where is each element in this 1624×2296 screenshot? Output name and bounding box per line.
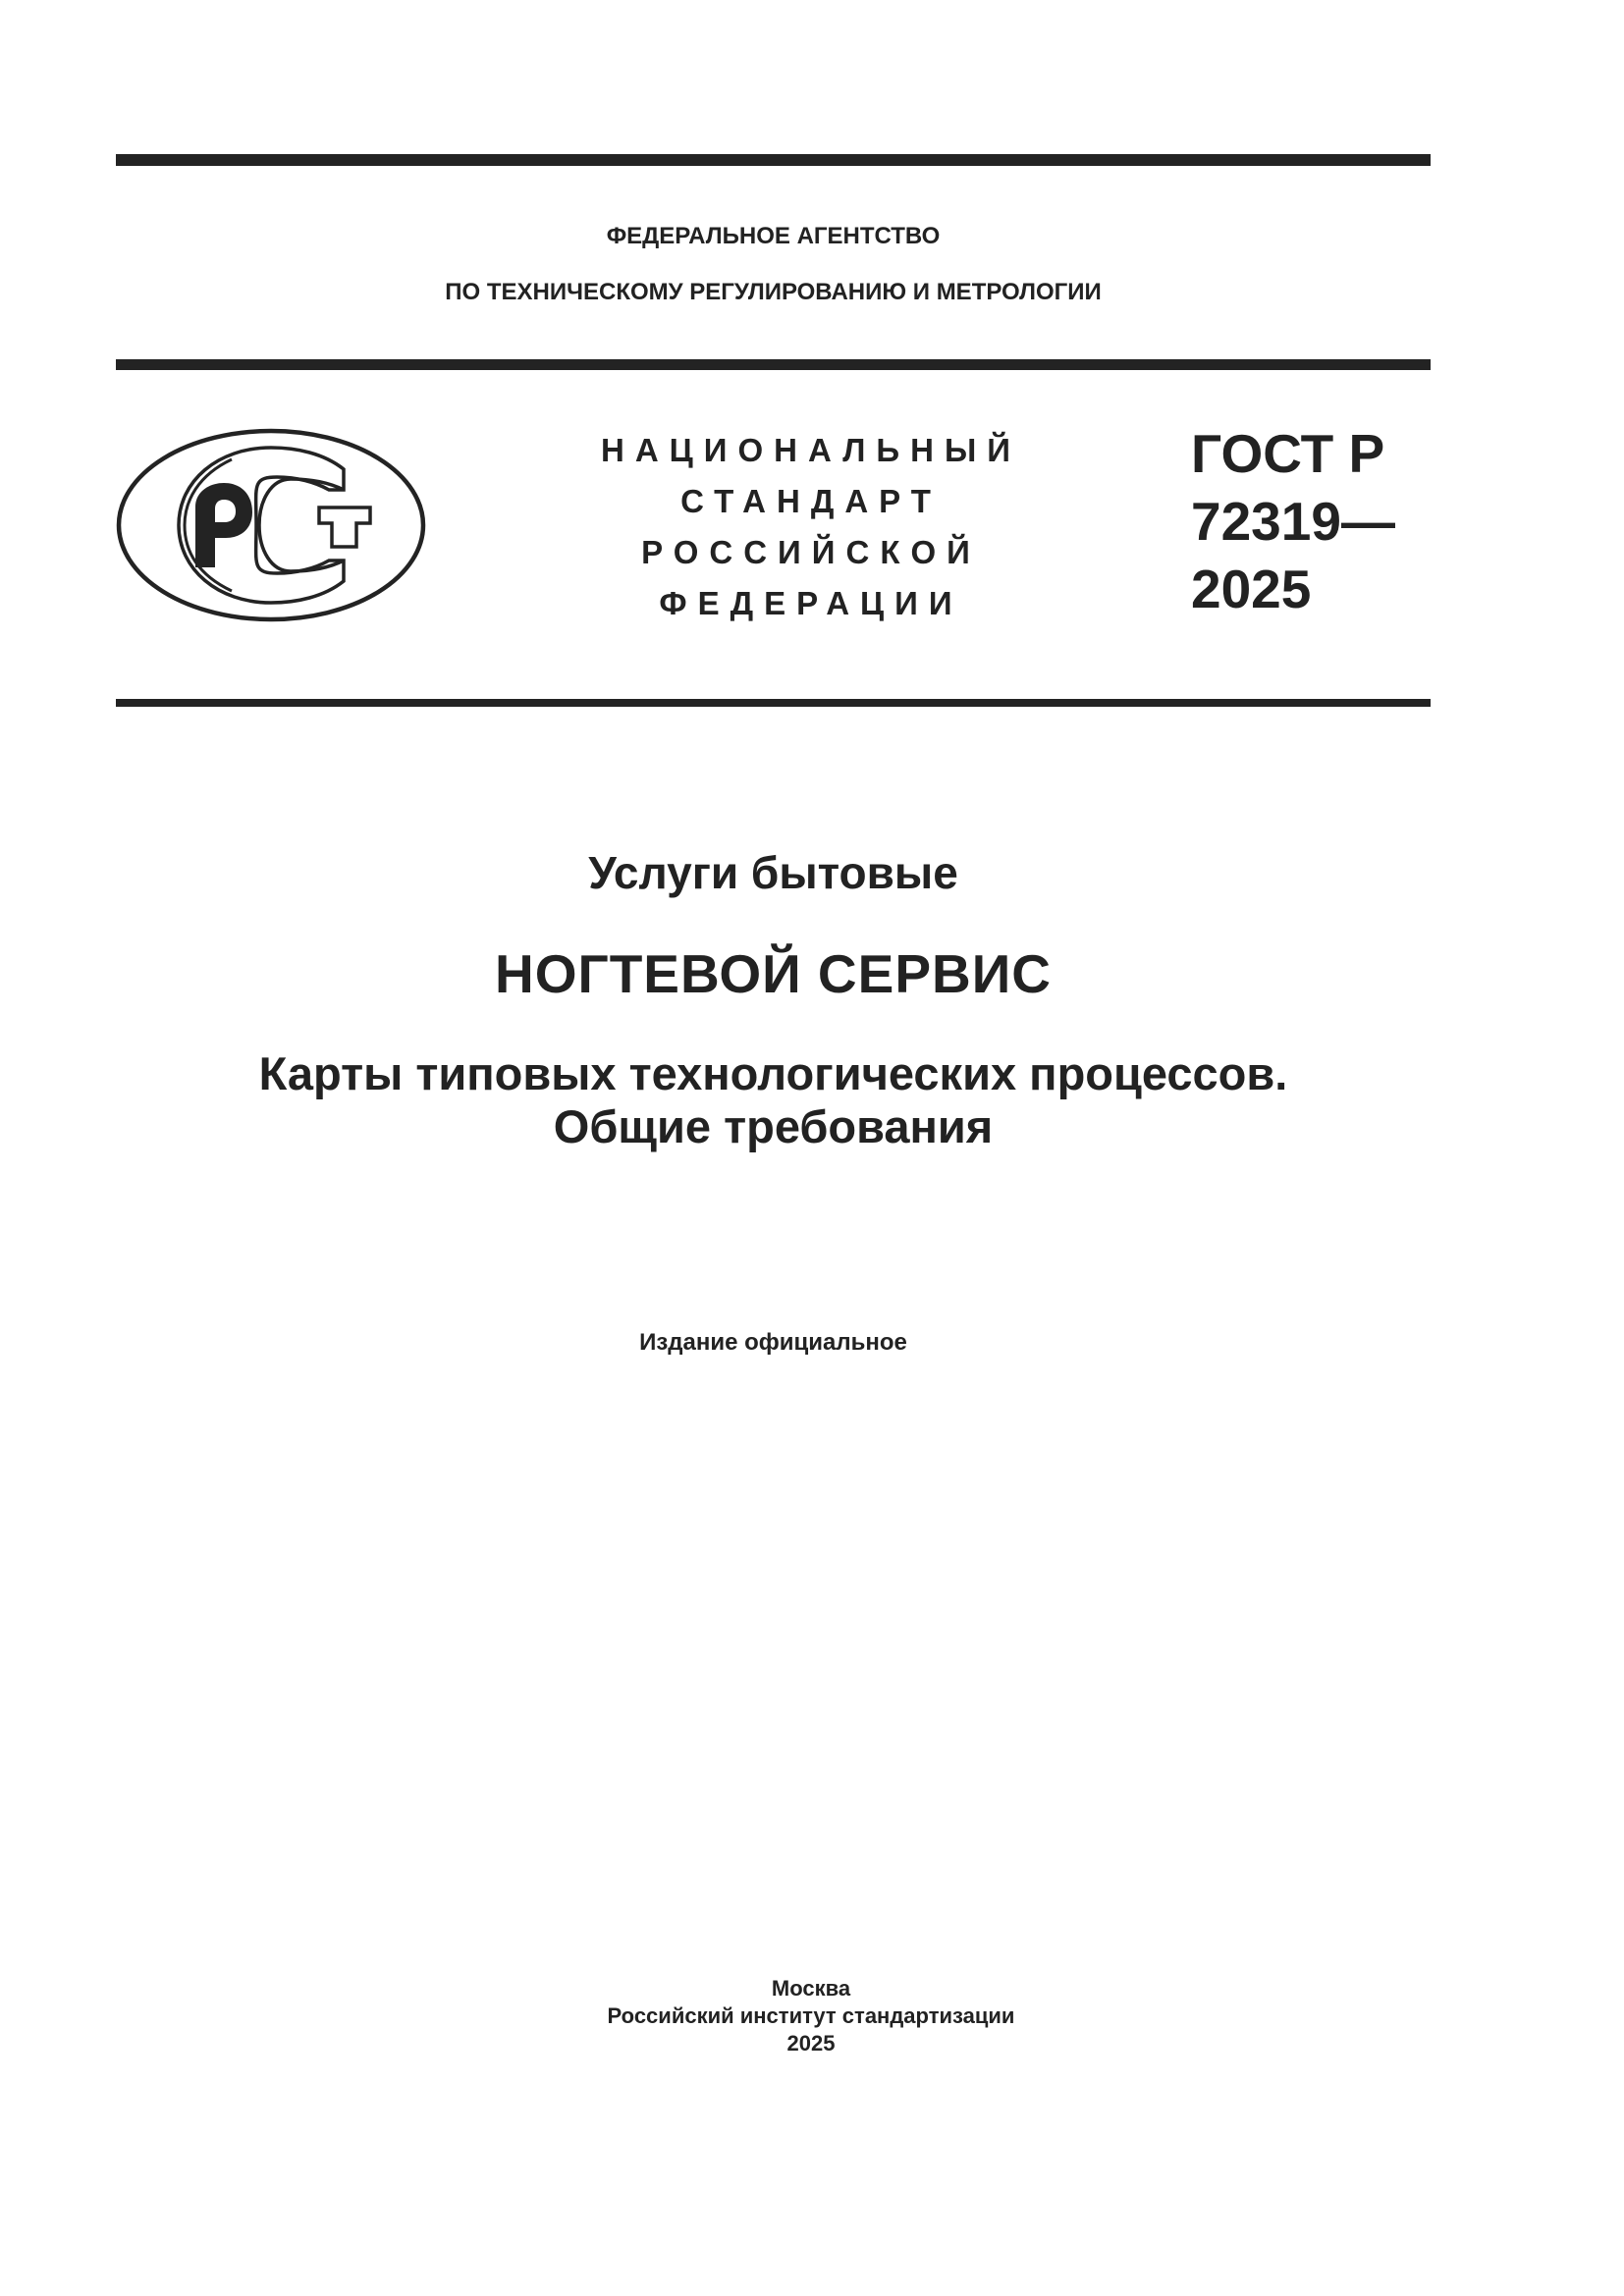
agency-name-line-2: ПО ТЕХНИЧЕСКОМУ РЕГУЛИРОВАНИЮ И МЕТРОЛОГИИ bbox=[445, 279, 1102, 305]
imprint-year: 2025 bbox=[786, 2031, 836, 2056]
subtitle-line-2: Общие требования bbox=[553, 1100, 994, 1152]
edition-label: Издание официальное bbox=[639, 1329, 907, 1356]
imprint bbox=[516, 1975, 1106, 2057]
title-group: Услуги бытовые bbox=[588, 847, 958, 898]
standard-type-line: СТАНДАРТ bbox=[680, 483, 942, 519]
top-rule bbox=[116, 154, 1431, 166]
middle-rule bbox=[116, 359, 1431, 370]
designation-line: 72319— bbox=[1191, 491, 1395, 552]
standard-type-label bbox=[589, 425, 1033, 629]
standard-type-line: ФЕДЕРАЦИИ bbox=[659, 585, 963, 621]
subtitle-line-1: Карты типовых технологических процессов. bbox=[258, 1047, 1288, 1099]
standard-type-line: РОССИЙСКОЙ bbox=[641, 534, 981, 570]
title-subtitle bbox=[116, 1047, 1431, 1153]
title-main: НОГТЕВОЙ СЕРВИС bbox=[495, 943, 1052, 1004]
rst-certification-mark-icon bbox=[114, 426, 428, 624]
imprint-publisher: Российский институт стандартизации bbox=[607, 2003, 1015, 2028]
standard-designation bbox=[1191, 420, 1395, 623]
designation-line: 2025 bbox=[1191, 559, 1312, 619]
agency-name-line-1: ФЕДЕРАЛЬНОЕ АГЕНТСТВО bbox=[606, 223, 941, 249]
imprint-city: Москва bbox=[771, 1976, 851, 2001]
bottom-rule bbox=[116, 699, 1431, 707]
standard-type-line: НАЦИОНАЛЬНЫЙ bbox=[601, 432, 1021, 468]
designation-line: ГОСТ Р bbox=[1191, 423, 1385, 484]
